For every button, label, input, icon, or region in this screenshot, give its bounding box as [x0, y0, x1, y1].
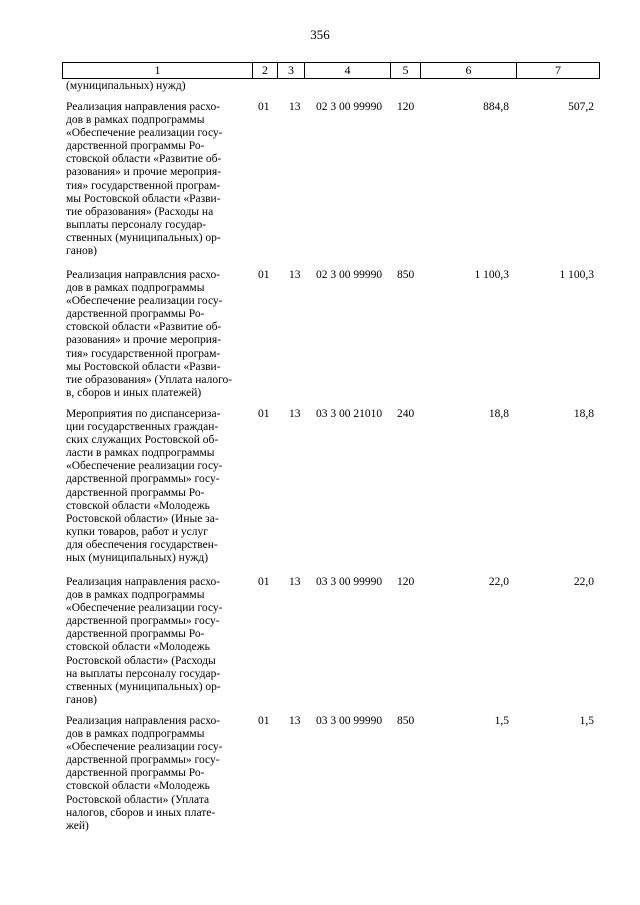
cell-section: 01 — [258, 715, 270, 727]
row-description: Реализация направления расхо- дов в рамках подпрограммы «Обеспечение реализации госу- дарственной программы» госу- дарственной программы Ро- стовской области «Молодежь Ростовской области» (Уплата налогов, сборов и иных плате- жей) — [66, 715, 223, 832]
continuation-text: (муниципальных) нужд) — [66, 80, 186, 92]
cell-subsection: 13 — [289, 269, 301, 281]
cell-amount-2: 1 100,3 — [559, 269, 594, 281]
cell-expense-type: 850 — [397, 269, 415, 281]
cell-section: 01 — [258, 269, 270, 281]
cell-amount-1: 884,8 — [483, 101, 509, 113]
header-col-2: 2 — [252, 63, 277, 78]
cell-subsection: 13 — [289, 101, 301, 113]
page-number: 356 — [310, 27, 330, 42]
header-col-4: 4 — [304, 63, 390, 78]
cell-subsection: 13 — [289, 408, 301, 420]
cell-amount-1: 18,8 — [488, 408, 509, 420]
cell-amount-2: 507,2 — [568, 101, 594, 113]
cell-amount-1: 1,5 — [494, 715, 509, 727]
header-col-6: 6 — [420, 63, 516, 78]
cell-subsection: 13 — [289, 715, 301, 727]
header-col-1: 1 — [154, 63, 161, 77]
cell-expense-type: 850 — [397, 715, 415, 727]
cell-expense-type: 120 — [397, 101, 415, 113]
row-description: Реализация направлсния расхо- дов в рамках подпрограммы «Обеспечение реализации госу- дарственной программы Ро- стовской области «Развитие об- разования» и прочие мероприя- тия» государственной програм- мы Ростовской области «Разви- тие образования» (Уплата налого- в, сборов и иных платежей) — [66, 269, 233, 399]
cell-expense-type: 240 — [397, 408, 415, 420]
row-description: Реализация направления расхо- дов в рамках подпрограммы «Обеспечение реализации госу- дарственной программы Ро- стовской области «Развитие об- разования» и прочие мероприя- тия» государственной програм- мы Ростовской области «Разви- тие образования» (Расходы на выплаты персоналу государ- ственных (муниципальных) ор- ганов) — [66, 101, 223, 258]
row-description: Мероприятия по диспансеризa- ции государственных граждан- ских служащих Ростовской об- ласти в рамках подпрограммы «Обеспечение реализации госу- дарственной программы» госу- дарственной программы Ро- стовской области «Молодежь Ростовской области» (Иные за- купки товаров, работ и услуг для обеспечения государствен- ных (муниципальных) нужд) — [66, 408, 223, 565]
cell-amount-1: 1 100,3 — [474, 269, 509, 281]
cell-amount-1: 22,0 — [488, 576, 509, 588]
cell-target-article: 02 3 00 99990 — [316, 269, 383, 281]
cell-section: 01 — [258, 101, 270, 113]
table-header — [62, 62, 600, 79]
cell-target-article: 03 3 00 21010 — [316, 408, 383, 420]
row-description: Реализация направления расхо- дов в рамках подпрограммы «Обеспечение реализации госу- дарственной программы» госу- дарственной программы Ро- стовской области «Молодежь Ростовской области» (Расходы на выплаты персоналу государ- ственных (муниципальных) ор- ганов) — [66, 576, 223, 706]
cell-amount-2: 18,8 — [573, 408, 594, 420]
cell-section: 01 — [258, 408, 270, 420]
cell-subsection: 13 — [289, 576, 301, 588]
cell-target-article: 03 3 00 99990 — [316, 576, 383, 588]
header-col-5: 5 — [390, 63, 420, 78]
cell-expense-type: 120 — [397, 576, 415, 588]
cell-section: 01 — [258, 576, 270, 588]
cell-target-article: 03 3 00 99990 — [316, 715, 383, 727]
cell-amount-2: 1,5 — [579, 715, 594, 727]
header-col-7: 7 — [516, 63, 599, 78]
header-col-3: 3 — [277, 63, 304, 78]
cell-target-article: 02 3 00 99990 — [316, 101, 383, 113]
cell-amount-2: 22,0 — [573, 576, 594, 588]
